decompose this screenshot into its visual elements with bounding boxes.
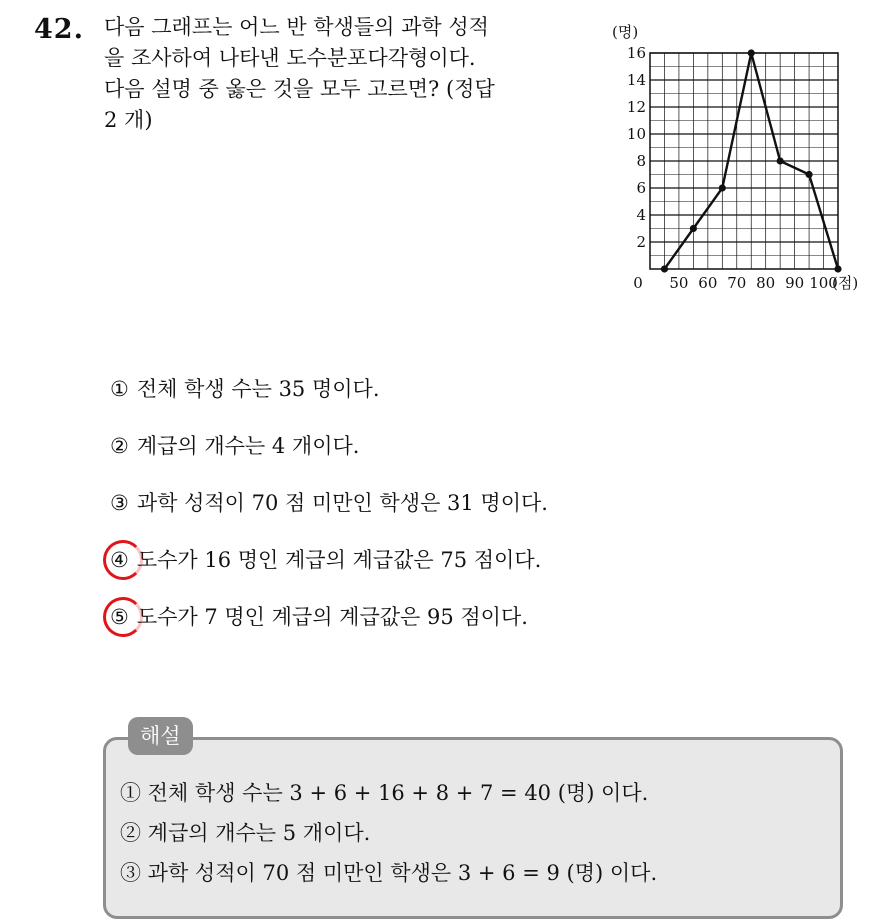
y-tick-label: 2	[636, 233, 646, 251]
solution-text	[120, 773, 657, 893]
data-point	[805, 171, 812, 178]
x-tick-label: 50	[669, 274, 689, 292]
question-text	[104, 12, 594, 136]
question-line: 다음 설명 중 옳은 것을 모두 고르면? (정답	[104, 77, 495, 101]
x-tick-label: 80	[756, 274, 776, 292]
frequency-polygon-chart	[610, 18, 870, 300]
choice-2[interactable]	[110, 429, 548, 486]
question-line: 을 조사하여 나타낸 도수분포다각형이다.	[104, 46, 476, 70]
y-tick-label: 16	[626, 44, 646, 62]
question-line: 2 개)	[104, 108, 153, 132]
y-tick-label: 14	[626, 71, 646, 89]
answer-circle-mark	[103, 540, 143, 580]
choice-3[interactable]	[110, 486, 548, 543]
x-tick-label: 90	[785, 274, 805, 292]
choice-number: ③	[110, 491, 129, 515]
solution-tag: 해설	[128, 717, 193, 755]
data-point	[690, 225, 697, 232]
answer-circle-mark	[103, 597, 143, 637]
data-point	[748, 49, 755, 56]
solution-line: ② 계급의 개수는 5 개이다.	[120, 821, 371, 845]
y-tick-label: 12	[626, 98, 646, 116]
data-point	[777, 157, 784, 164]
choice-number: ⑤	[110, 600, 129, 634]
choice-number: ②	[110, 434, 129, 458]
x-axis-label: (점)	[832, 274, 859, 292]
data-point	[834, 265, 841, 272]
y-tick-label: 10	[626, 125, 646, 143]
choice-text: 계급의 개수는 4 개이다.	[136, 434, 360, 458]
question-line: 다음 그래프는 어느 반 학생들의 과학 성적	[104, 15, 489, 39]
x-tick-label: 100	[809, 274, 838, 292]
choice-4[interactable]	[110, 543, 548, 600]
choice-text: 전체 학생 수는 35 명이다.	[136, 377, 380, 401]
data-point	[719, 184, 726, 191]
choice-text: 과학 성적이 70 점 미만인 학생은 31 명이다.	[136, 491, 548, 515]
y-tick-label: 4	[636, 206, 646, 224]
choice-number: ④	[110, 543, 129, 577]
y-tick-label: 8	[636, 152, 646, 170]
x-tick-label: 70	[727, 274, 747, 292]
data-point	[661, 265, 668, 272]
choice-number: ①	[110, 377, 129, 401]
choice-text: 도수가 16 명인 계급의 계급값은 75 점이다.	[136, 548, 542, 572]
solution-line: ③ 과학 성적이 70 점 미만인 학생은 3 + 6 = 9 (명) 이다.	[120, 861, 658, 885]
x-tick-label: 60	[698, 274, 718, 292]
choice-1[interactable]	[110, 372, 548, 429]
origin-label: 0	[633, 274, 643, 292]
y-axis-label: (명)	[612, 23, 639, 41]
choice-text: 도수가 7 명인 계급의 계급값은 95 점이다.	[136, 605, 528, 629]
solution-line: ① 전체 학생 수는 3 + 6 + 16 + 8 + 7 = 40 (명) 이다.	[120, 781, 649, 805]
choice-list	[110, 372, 548, 657]
y-tick-label: 6	[636, 179, 646, 197]
choice-5[interactable]	[110, 600, 548, 657]
question-number: 42.	[34, 14, 84, 45]
